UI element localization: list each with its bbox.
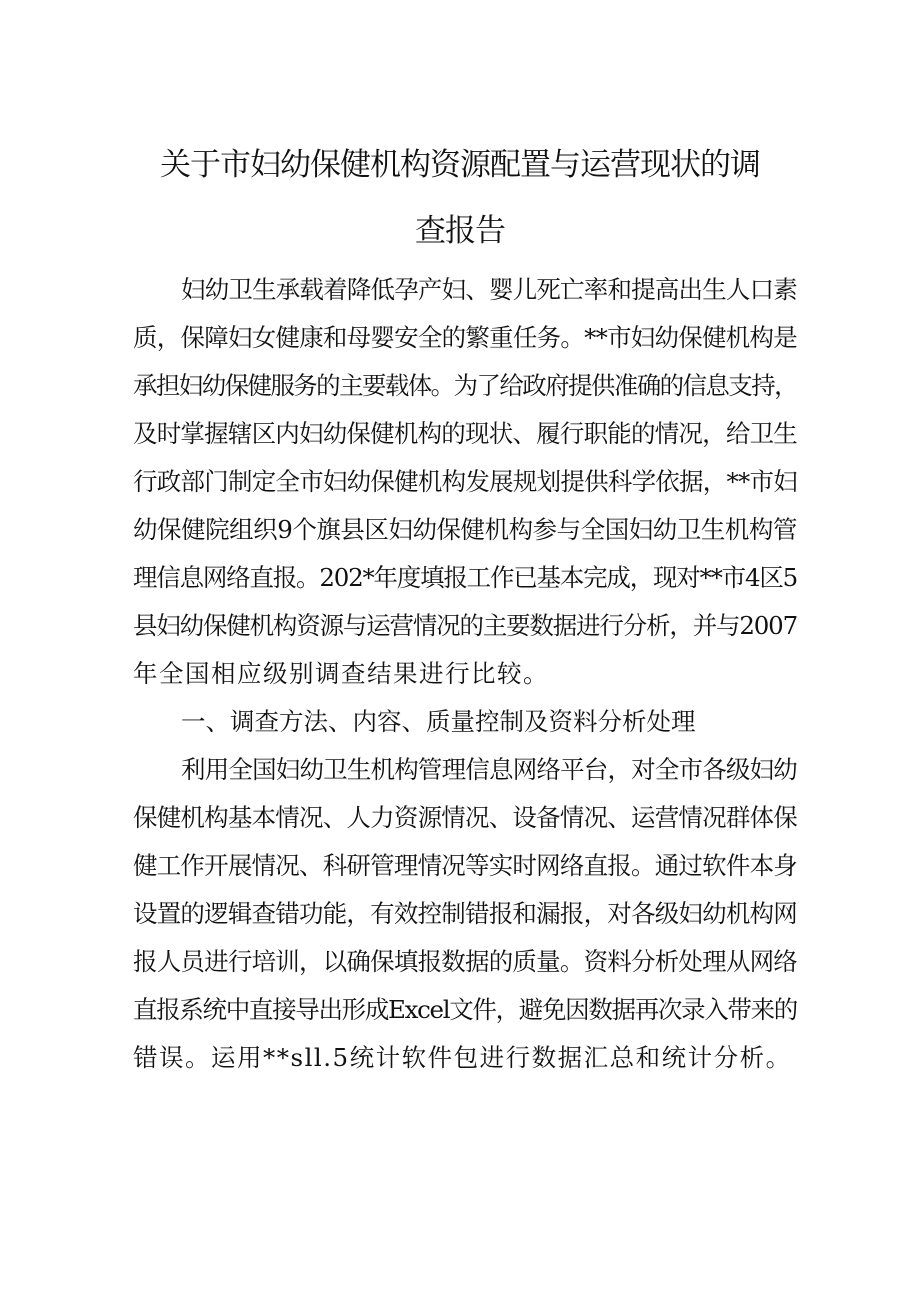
paragraph-line: 理信息网络直报。202*年度填报工作已基本完成，现对**市4区5: [133, 563, 797, 592]
paragraph-line: 年全国相应级别调查结果进行比较。: [133, 659, 549, 688]
document-title-line-1: 关于市妇幼保健机构资源配置与运营现状的调: [160, 147, 760, 183]
document-title-line-2: 查报告: [415, 213, 505, 249]
paragraph-line: 县妇幼保健机构资源与运营情况的主要数据进行分析，并与2007: [133, 611, 797, 640]
paragraph-methods: [133, 746, 797, 1082]
paragraph-line: 行政部门制定全市妇幼保健机构发展规划提供科学依据，**市妇: [133, 467, 797, 496]
paragraph-line: 设置的逻辑查错功能，有效控制错报和漏报，对各级妇幼机构网: [133, 899, 797, 928]
paragraph-line: 直报系统中直接导出形成Excel文件，避免因数据再次录入带来的: [133, 995, 797, 1024]
paragraph-line: 妇幼卫生承载着降低孕产妇、婴儿死亡率和提高出生人口素: [181, 275, 797, 304]
paragraph-line: 报人员进行培训，以确保填报数据的质量。资料分析处理从网络: [133, 947, 797, 976]
section-heading: 一、调查方法、内容、质量控制及资料分析处理: [181, 707, 696, 736]
paragraph-line: 质，保障妇女健康和母婴安全的繁重任务。**市妇幼保健机构是: [133, 323, 797, 352]
paragraph-intro: [133, 266, 797, 698]
paragraph-line: 保健机构基本情况、人力资源情况、设备情况、运营情况群体保: [133, 803, 797, 832]
paragraph-line: 幼保健院组织9个旗县区妇幼保健机构参与全国妇幼卫生机构管: [133, 515, 797, 544]
paragraph-line: 承担妇幼保健服务的主要载体。为了给政府提供准确的信息支持，: [133, 371, 797, 400]
paragraph-line: 利用全国妇幼卫生机构管理信息网络平台，对全市各级妇幼: [181, 755, 797, 784]
paragraph-line: 及时掌握辖区内妇幼保健机构的现状、履行职能的情况，给卫生: [133, 419, 797, 448]
paragraph-line: 错误。运用**sll.5统计软件包进行数据汇总和统计分析。: [133, 1043, 792, 1072]
paragraph-line: 健工作开展情况、科研管理情况等实时网络直报。通过软件本身: [133, 851, 797, 880]
